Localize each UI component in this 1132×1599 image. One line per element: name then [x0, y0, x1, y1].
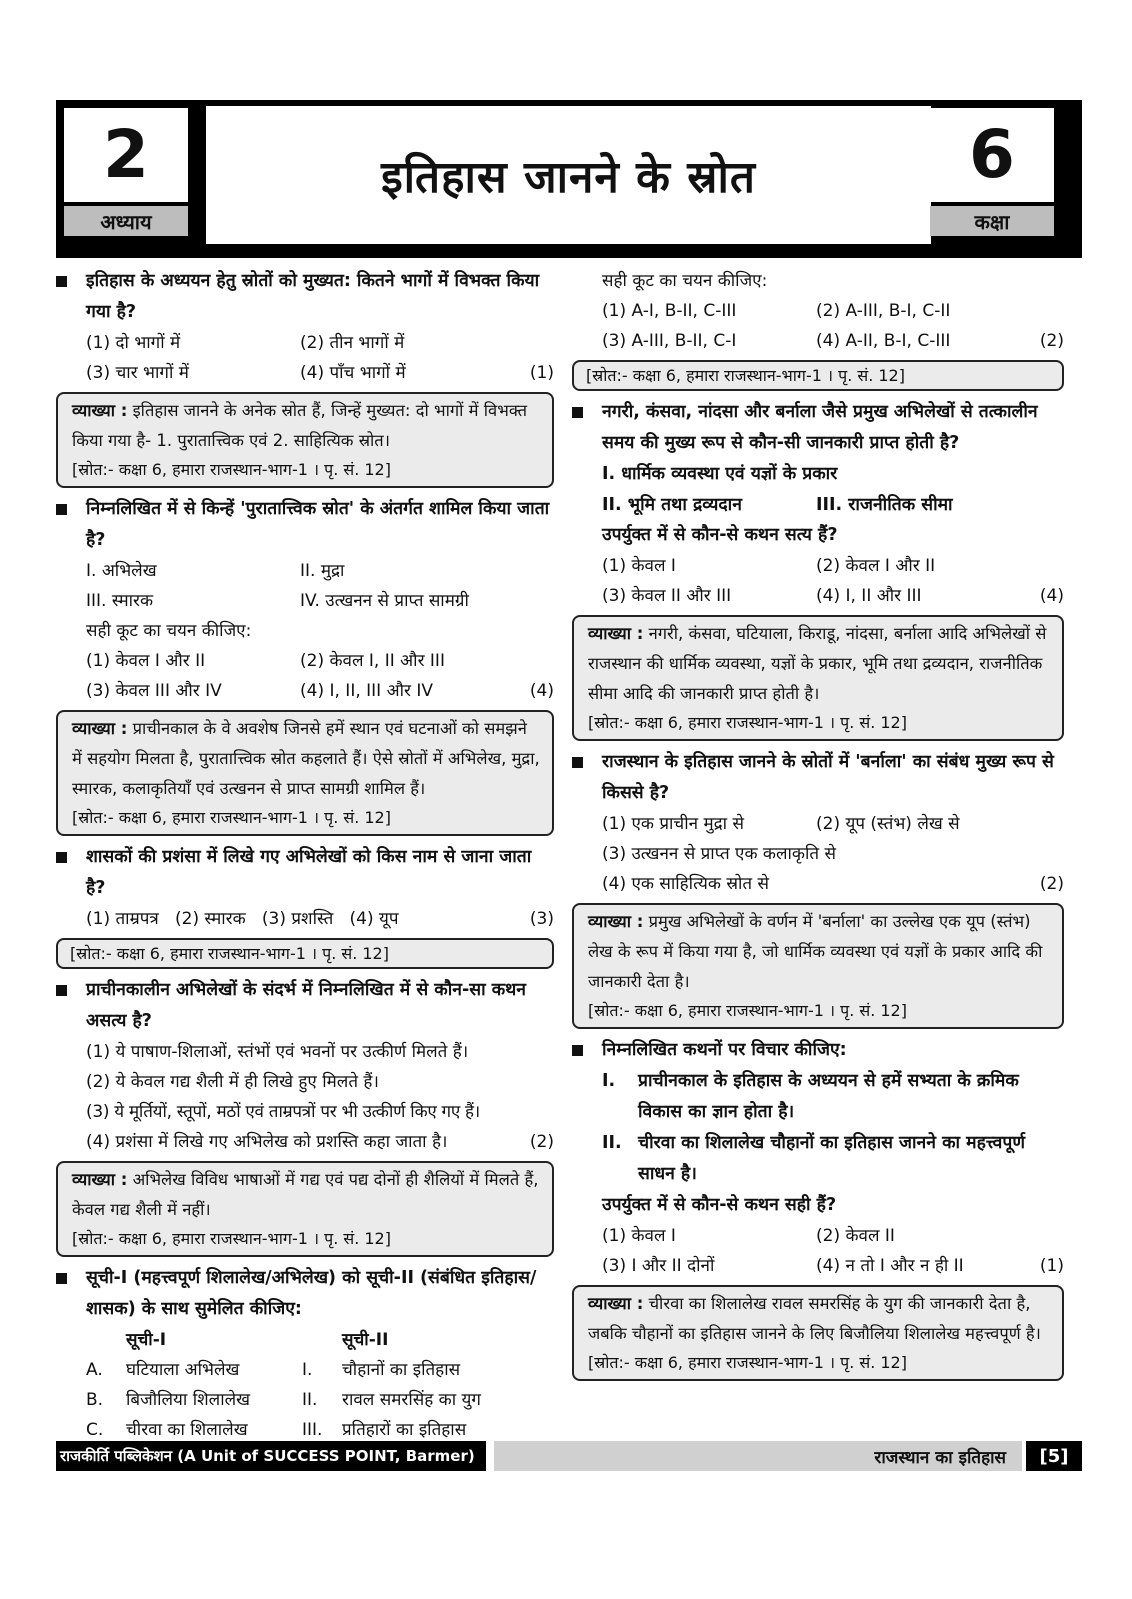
options-line: (1) ताम्रपत्र (2) स्मारक (3) प्रशस्ति (4) यूप — [86, 909, 399, 929]
row-match: चौहानों का इतिहास — [342, 1360, 461, 1380]
answer: (2) — [529, 1132, 554, 1152]
prompt: उपर्युक्त में से कौन-से कथन सही हैं? — [602, 1195, 837, 1215]
statement-row — [572, 1128, 1064, 1190]
explanation-box — [56, 710, 554, 836]
option: (4) A-II, B-I, C-III — [816, 331, 951, 351]
question-6-options — [572, 551, 1064, 611]
explanation-box — [572, 903, 1064, 1029]
explanation-box — [572, 615, 1064, 741]
source-line: [स्रोत:- कक्षा 6, हमारा राजस्थान-भाग-1 । पृ. सं. 12] — [72, 460, 391, 479]
option: (2) A-III, B-I, C-II — [816, 301, 951, 321]
statement: I. धार्मिक व्यवस्था एवं यज्ञों के प्रकार — [602, 464, 838, 484]
option: (1) दो भागों में — [86, 333, 181, 353]
subject-label: राजस्थान का इतिहास — [494, 1441, 1022, 1471]
question-5-options — [572, 296, 1064, 356]
page-number: [5] — [1026, 1441, 1082, 1471]
explanation-box — [572, 1285, 1064, 1381]
answer: (4) — [1039, 586, 1064, 606]
source-line: [स्रोत:- कक्षा 6, हमारा राजस्थान-भाग-1 । पृ. सं. 12] — [72, 1229, 391, 1248]
statement: III. राजनीतिक सीमा — [816, 495, 953, 515]
row-letter: C. — [86, 1420, 104, 1440]
source-line: [स्रोत:- कक्षा 6, हमारा राजस्थान-भाग-1 । पृ. सं. 12] — [588, 1353, 907, 1372]
instruction: सही कूट का चयन कीजिए: — [602, 271, 768, 291]
publisher-label: राजकीर्ति पब्लिकेशन (A Unit of SUCCESS POINT, Barmer) — [56, 1441, 486, 1471]
answer: (1) — [1039, 1256, 1064, 1276]
statement-number: II. — [602, 1133, 622, 1153]
item: IV. उत्खनन से प्राप्त सामग्री — [300, 591, 469, 611]
chapter-number: 2 — [64, 108, 188, 202]
question-6-items — [572, 490, 1064, 520]
class-number: 6 — [930, 108, 1054, 202]
option: (4) I, II, III और IV — [300, 681, 433, 701]
option: (3) I और II दोनों — [602, 1256, 715, 1276]
instruction: सही कूट का चयन कीजिए: — [86, 621, 252, 641]
source-line: [स्रोत:- कक्षा 6, हमारा राजस्थान-भाग-1 । पृ. सं. 12] — [588, 713, 907, 732]
explanation-label: व्याख्या : — [588, 624, 644, 643]
option: (2) केवल II — [816, 1226, 895, 1246]
explanation-label: व्याख्या : — [72, 401, 128, 420]
question-1-options — [56, 328, 554, 388]
chapter-header — [56, 100, 1082, 258]
explanation-text: चीरवा का शिलालेख रावल समरसिंह के युग की जानकारी देता है, जबकि चौहानों का इतिहास जानने के लिए बिजौलिया शिलालेख महत्त्वपूर्ण है। — [588, 1294, 1041, 1343]
explanation-label: व्याख्या : — [72, 719, 128, 738]
question-4-last-option — [56, 1127, 554, 1157]
question-8: निम्नलिखित कथनों पर विचार कीजिए: — [572, 1035, 1064, 1066]
item: III. स्मारक — [86, 591, 154, 611]
option: (2) केवल I, II और III — [300, 651, 445, 671]
match-row — [56, 1385, 554, 1415]
row-match: रावल समरसिंह का युग — [342, 1390, 481, 1410]
item: II. मुद्रा — [300, 561, 345, 581]
statement: II. भूमि तथा द्रव्यदान — [602, 495, 742, 515]
answer: (3) — [529, 909, 554, 929]
question-2-items — [56, 556, 554, 616]
page-title: इतिहास जानने के स्रोत — [206, 106, 931, 244]
option: (3) ये मूर्तियों, स्तूपों, मठों एवं ताम्रपत्रों पर भी उत्कीर्ण किए गए हैं। — [86, 1102, 480, 1122]
explanation-text: प्रमुख अभिलेखों के वर्णन में 'बर्नाला' का उल्लेख एक यूप (स्तंभ) लेख के रूप में किया गया है, जो धार्मिक व्यवस्था एवं यज्ञों के प्रकार आदि की जानकारी देता है। — [588, 912, 1043, 991]
option: (1) केवल I — [602, 556, 676, 576]
question-7: राजस्थान के इतिहास जानने के स्रोतों में 'बर्नाला' का संबंध मुख्य रूप से किससे है? — [572, 747, 1064, 809]
left-column — [56, 266, 554, 1445]
page-footer — [56, 1441, 1082, 1471]
source-line: [स्रोत:- कक्षा 6, हमारा राजस्थान-भाग-1 । पृ. सं. 12] — [588, 1001, 907, 1020]
question-7-last-option — [572, 869, 1064, 899]
statement-text: चीरवा का शिलालेख चौहानों का इतिहास जानने का महत्त्वपूर्ण साधन है। — [638, 1133, 1025, 1184]
option: (1) ये पाषाण-शिलाओं, स्तंभों एवं भवनों पर उत्कीर्ण मिलते हैं। — [86, 1042, 469, 1062]
row-numeral: III. — [302, 1420, 323, 1440]
option: (1) केवल I और II — [86, 651, 206, 671]
row-letter: A. — [86, 1360, 103, 1380]
option: (1) केवल I — [602, 1226, 676, 1246]
answer: (1) — [529, 363, 554, 383]
source-line: [स्रोत:- कक्षा 6, हमारा राजस्थान-भाग-1 । पृ. सं. 12] — [72, 808, 391, 827]
option: (4) I, II और III — [816, 586, 922, 606]
explanation-text: नगरी, कंसवा, घटियाला, किराडू, नांदसा, बर्नाला आदि अभिलेखों से राजस्थान की धार्मिक व्यवस्था, यज्ञों के प्रकार, भूमि तथा द्रव्यदान, राजनीतिक सीमा आदि की जानकारी प्राप्त होती है। — [588, 624, 1047, 703]
question-6: नगरी, कंसवा, नांदसा और बर्नाला जैसे प्रमुख अभिलेखों से तत्कालीन समय की मुख्य रूप से कौन-सी जानकारी प्राप्त होती है? — [572, 397, 1064, 459]
chapter-label: अध्याय — [64, 206, 188, 236]
prompt: उपर्युक्त में से कौन-से कथन सत्य हैं? — [602, 525, 838, 545]
explanation-label: व्याख्या : — [588, 912, 644, 931]
question-7-options — [572, 809, 1064, 839]
match-row — [56, 1355, 554, 1385]
explanation-label: व्याख्या : — [72, 1170, 128, 1189]
explanation-text: प्राचीनकाल के वे अवशेष जिनसे हमें स्थान एवं घटनाओं को समझने में सहयोग मिलता है, पुरातात्त्विक स्रोत कहलाते हैं। ऐसे स्रोतों में अभिलेख, मुद्रा, स्मारक, कलाकृतियाँ एवं उत्खनन से प्राप्त सामग्री शामिल हैं। — [72, 719, 540, 798]
item: I. अभिलेख — [86, 561, 157, 581]
explanation-text: इतिहास जानने के अनेक स्रोत हैं, जिन्हें मुख्यत: दो भागों में विभक्त किया गया है- 1. पुरातात्त्विक एवं 2. साहित्यिक स्रोत। — [72, 401, 528, 450]
option: (4) प्रशंसा में लिखे गए अभिलेख को प्रशस्ति कहा जाता है। — [86, 1132, 448, 1152]
list1-title: सूची-I — [126, 1330, 167, 1350]
answer: (4) — [529, 681, 554, 701]
explanation-box — [56, 1161, 554, 1257]
option: (3) केवल II और III — [602, 586, 732, 606]
option: (2) ये केवल गद्य शैली में ही लिखे हुए मिलते हैं। — [86, 1072, 379, 1092]
list2-title: सूची-II — [342, 1330, 389, 1350]
option: (2) यूप (स्तंभ) लेख से — [816, 814, 960, 834]
explanation-text: अभिलेख विविध भाषाओं में गद्य एवं पद्य दोनों ही शैलियों में मिलते हैं, केवल गद्य शैली में नहीं। — [72, 1170, 539, 1219]
row-item: घटियाला अभिलेख — [126, 1360, 240, 1380]
option: (4) एक साहित्यिक स्रोत से — [602, 874, 769, 894]
right-column — [572, 266, 1064, 1387]
statement-number: I. — [602, 1071, 616, 1091]
explanation-label: व्याख्या : — [588, 1294, 644, 1313]
row-item: चीरवा का शिलालेख — [126, 1420, 248, 1440]
option: (3) A-III, B-II, C-I — [602, 331, 737, 351]
option: (4) पाँच भागों में — [300, 363, 406, 383]
option: (1) एक प्राचीन मुद्रा से — [602, 814, 744, 834]
question-5: सूची-I (महत्त्वपूर्ण शिलालेख/अभिलेख) को सूची-II (संबंधित इतिहास/शासक) के साथ सुमेलित कीजिए: — [56, 1263, 554, 1325]
source-box: [स्रोत:- कक्षा 6, हमारा राजस्थान-भाग-1 । पृ. सं. 12] — [56, 938, 554, 969]
source-box: [स्रोत:- कक्षा 6, हमारा राजस्थान-भाग-1 । पृ. सं. 12] — [572, 360, 1064, 391]
option: (4) न तो I और न ही II — [816, 1256, 964, 1276]
question-8-options — [572, 1221, 1064, 1281]
question-4: प्राचीनकालीन अभिलेखों के संदर्भ में निम्नलिखित में से कौन-सा कथन असत्य है? — [56, 975, 554, 1037]
statement-row — [572, 1066, 1064, 1128]
answer: (2) — [1039, 874, 1064, 894]
option: (2) तीन भागों में — [300, 333, 405, 353]
question-3-options — [56, 904, 554, 934]
match-table — [56, 1325, 554, 1355]
row-numeral: II. — [302, 1390, 318, 1410]
question-1: इतिहास के अध्ययन हेतु स्रोतों को मुख्यत: कितने भागों में विभक्त किया गया है? — [56, 266, 554, 328]
option: (1) A-I, B-II, C-III — [602, 301, 737, 321]
option: (3) चार भागों में — [86, 363, 189, 383]
row-numeral: I. — [302, 1360, 313, 1380]
explanation-box — [56, 392, 554, 488]
row-item: बिजौलिया शिलालेख — [126, 1390, 251, 1410]
row-match: प्रतिहारों का इतिहास — [342, 1420, 467, 1440]
question-3: शासकों की प्रशंसा में लिखे गए अभिलेखों को किस नाम से जाना जाता है? — [56, 842, 554, 904]
option: (2) केवल I और II — [816, 556, 936, 576]
question-2-options — [56, 646, 554, 706]
row-letter: B. — [86, 1390, 104, 1410]
question-2: निम्नलिखित में से किन्हें 'पुरातात्त्विक स्रोत' के अंतर्गत शामिल किया जाता है? — [56, 494, 554, 556]
option: (3) उत्खनन से प्राप्त एक कलाकृति से — [602, 844, 836, 864]
option: (3) केवल III और IV — [86, 681, 222, 701]
answer: (2) — [1039, 331, 1064, 351]
class-label: कक्षा — [930, 206, 1054, 236]
statement-text: प्राचीनकाल के इतिहास के अध्ययन से हमें सभ्यता के क्रमिक विकास का ज्ञान होता है। — [638, 1071, 1019, 1122]
